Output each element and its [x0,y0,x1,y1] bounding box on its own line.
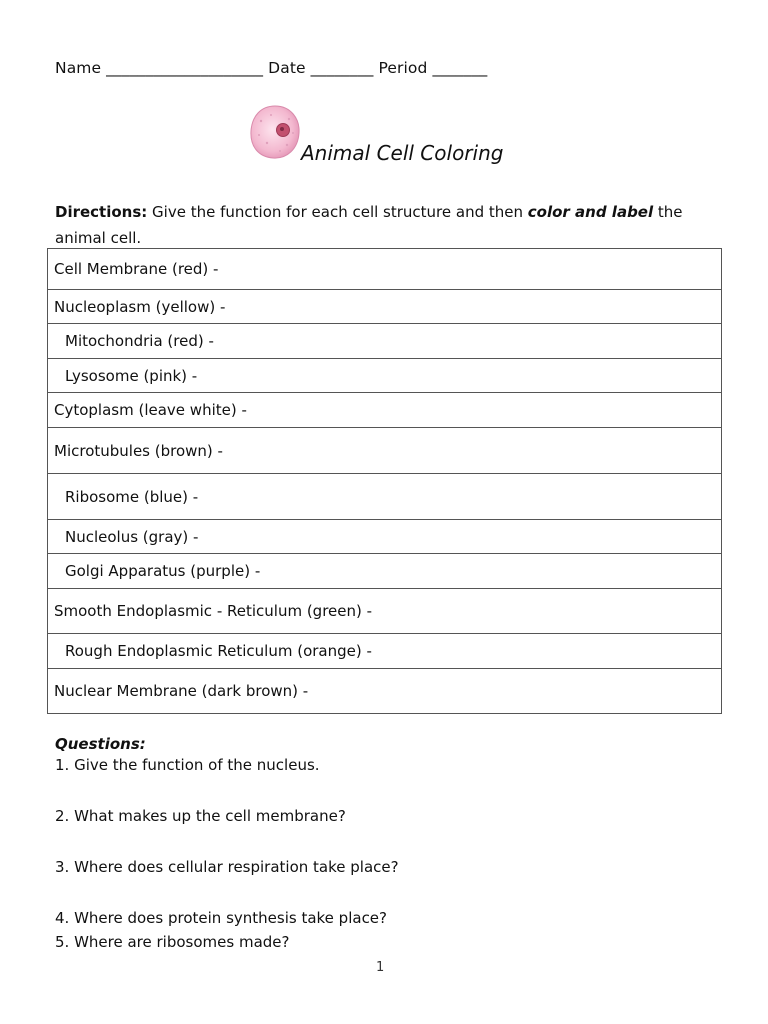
directions-label: Directions: [55,203,148,221]
directions-paragraph [55,199,735,251]
structure-mitochondria: Mitochondria (red) - [48,324,722,359]
questions-section [55,732,735,951]
directions-emphasis: color and label [527,203,654,221]
table-row [48,554,722,589]
cell-structures-table [47,248,722,714]
directions-text-before: Give the function for each cell structure and then [147,203,528,221]
table-row [48,428,722,474]
structure-cytoplasm: Cytoplasm (leave white) - [48,393,722,428]
structure-nucleolus: Nucleolus (gray) - [48,520,722,554]
table-row [48,249,722,290]
structure-lysosome: Lysosome (pink) - [48,359,722,393]
title-row [247,103,577,169]
question-2: 2. What makes up the cell membrane? [55,807,346,825]
question-5: 5. Where are ribosomes made? [55,933,290,951]
structure-golgi-apparatus: Golgi Apparatus (purple) - [48,554,722,589]
structure-nucleoplasm: Nucleoplasm (yellow) - [48,290,722,324]
table-row [48,393,722,428]
structure-ribosome: Ribosome (blue) - [48,474,722,520]
animal-cell-icon [247,103,303,163]
structure-nuclear-membrane: Nuclear Membrane (dark brown) - [48,669,722,714]
table-row [48,359,722,393]
structure-cell-membrane: Cell Membrane (red) - [48,249,722,290]
question-4: 4. Where does protein synthesis take place? [55,909,387,927]
question-1: 1. Give the function of the nucleus. [55,756,320,774]
table-row [48,589,722,634]
table-row [48,474,722,520]
table-row [48,324,722,359]
page-number: 1 [376,960,385,975]
table-row [48,520,722,554]
directions-text-after: the animal cell. [55,203,683,247]
structure-microtubules: Microtubules (brown) - [48,428,722,474]
structure-rough-er: Rough Endoplasmic Reticulum (orange) - [48,634,722,669]
structure-smooth-er: Smooth Endoplasmic - Reticulum (green) - [48,589,722,634]
table-row [48,669,722,714]
table-row [48,634,722,669]
name-date-period-line: Name ____________________ Date ________ Period _______ [55,59,488,77]
worksheet-title: Animal Cell Coloring [301,141,504,165]
table-row [48,290,722,324]
question-3: 3. Where does cellular respiration take place? [55,858,399,876]
questions-heading: Questions: [55,735,146,753]
